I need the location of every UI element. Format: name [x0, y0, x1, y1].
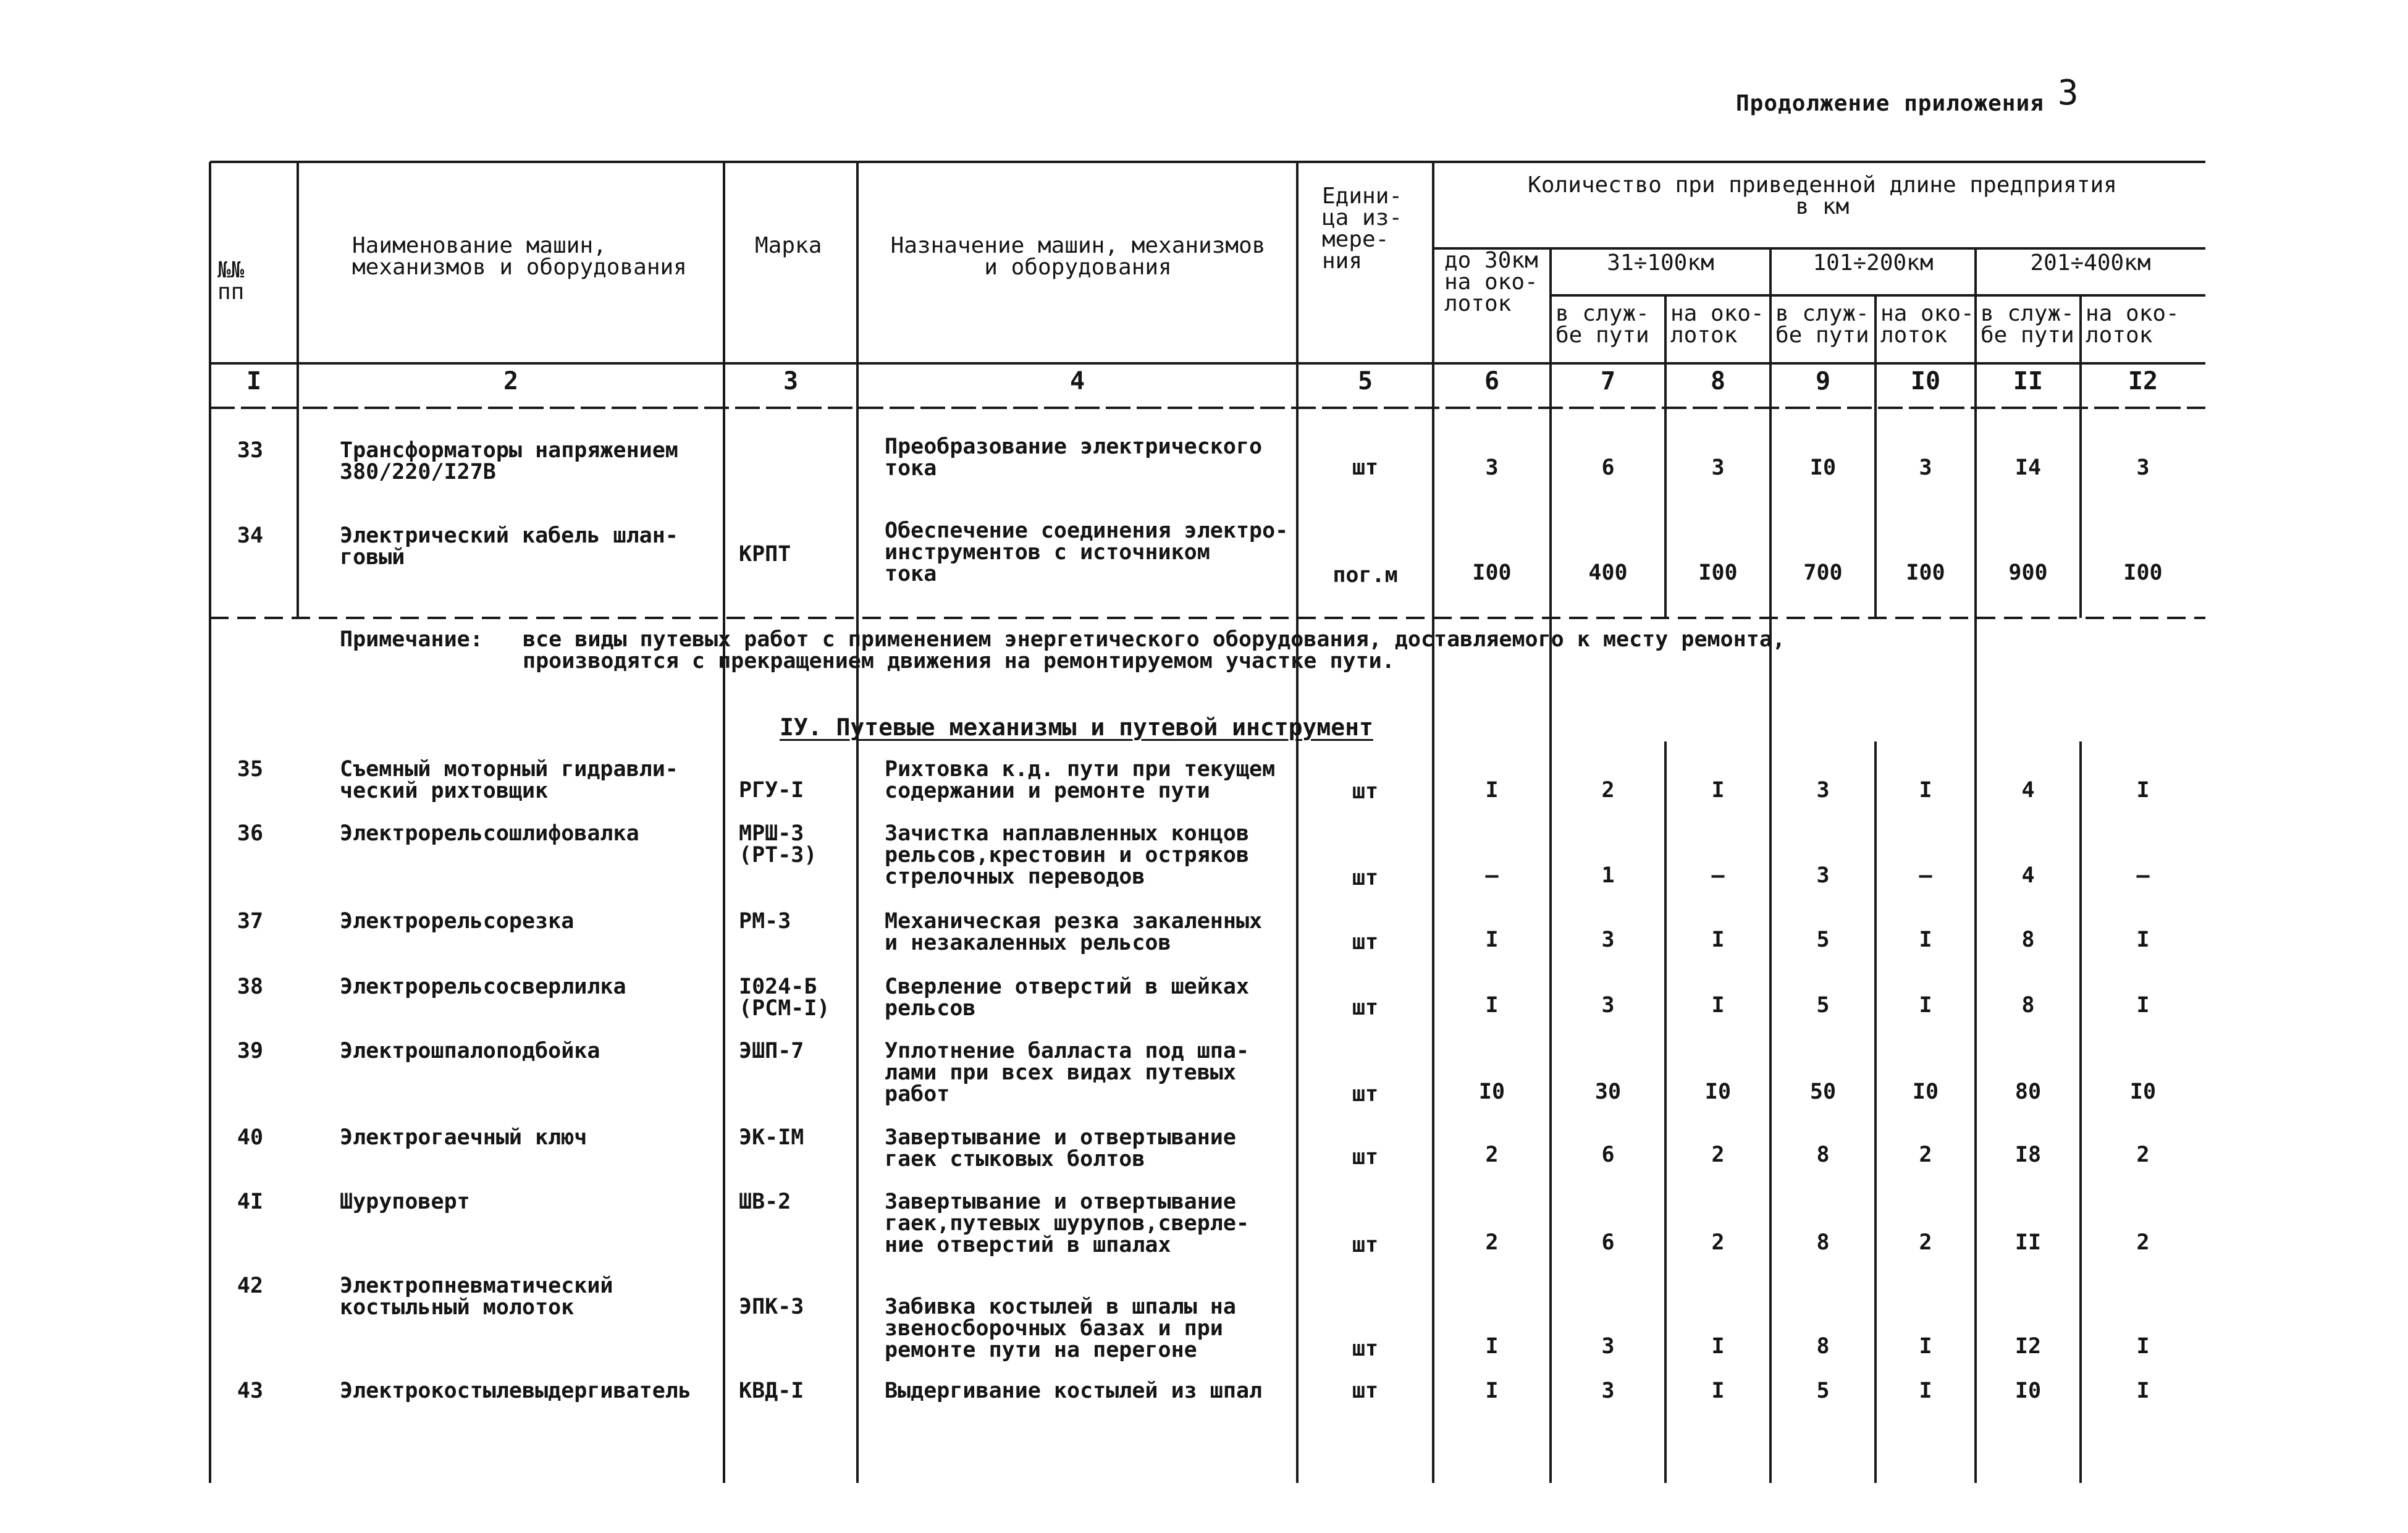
row-purpose: Забивка костылей в шпалы на звеносборочных базах и при ремонте пути на перегоне	[885, 1294, 1236, 1362]
column-number-11: II	[2013, 367, 2044, 395]
row-unit: шт	[1352, 1082, 1379, 1107]
row-value-30: I00	[1472, 560, 1512, 585]
row-value-400b: I	[2136, 993, 2150, 1018]
row-purpose: Рихтовка к.д. пути при текущем содержании и ремонте пути	[885, 757, 1276, 803]
row-purpose: Уплотнение балласта под шпа- лами при всех видах путевых работ	[885, 1039, 1250, 1107]
row-unit: шт	[1352, 995, 1379, 1020]
row-value-200b: I	[1919, 927, 1932, 952]
row-value-200b: 3	[1919, 455, 1932, 480]
row-value-30: I0	[1478, 1079, 1505, 1104]
row-mark: РГУ-I	[739, 778, 804, 803]
row-number: 33	[237, 438, 264, 463]
row-unit: шт	[1352, 779, 1379, 804]
row-value-100a: 1	[1601, 863, 1615, 888]
row-value-30: I	[1485, 1379, 1499, 1403]
column-number-8: 8	[1710, 367, 1726, 395]
row-value-200a: 3	[1816, 778, 1830, 803]
row-purpose: Преобразование электрического тока	[885, 434, 1263, 481]
row-value-400b: 2	[2136, 1142, 2150, 1167]
row-value-200a: 8	[1816, 1142, 1830, 1167]
row-unit: шт	[1352, 866, 1379, 890]
row-value-30: –	[1485, 863, 1499, 888]
row-value-400b: I	[2136, 778, 2150, 803]
row-value-200a: 5	[1816, 927, 1830, 952]
row-value-30: I	[1485, 778, 1499, 803]
row-value-400a: II	[2014, 1230, 2042, 1255]
row-value-400b: 3	[2136, 455, 2150, 480]
row-value-200b: I	[1919, 778, 1932, 803]
column-number-12: I2	[2128, 367, 2158, 395]
row-value-200a: 3	[1816, 863, 1830, 888]
row-mark: МРШ-3 (РТ-3)	[739, 821, 817, 868]
row-value-100a: 6	[1601, 1142, 1615, 1167]
header-sub-b-200: на око- лоток	[1880, 301, 1974, 348]
row-value-200a: 8	[1816, 1230, 1830, 1255]
header-group-100: 31÷100км	[1607, 250, 1714, 276]
row-name: Электрогаечный ключ	[340, 1125, 587, 1150]
row-purpose: Завертывание и отвертывание гаек,путевых шурупов,сверле- ние отверстий в шпалах	[885, 1189, 1250, 1257]
row-unit: шт	[1352, 1379, 1379, 1403]
row-value-400b: I	[2136, 1379, 2150, 1403]
row-value-400b: 2	[2136, 1230, 2150, 1255]
row-value-100b: I00	[1698, 560, 1738, 585]
row-value-100a: 3	[1601, 1379, 1615, 1403]
row-value-100a: 30	[1594, 1079, 1622, 1104]
row-value-200a: 5	[1816, 993, 1830, 1018]
page-number: 3	[2057, 73, 2079, 113]
row-unit: шт	[1352, 1337, 1379, 1361]
row-unit: пог.м	[1332, 563, 1398, 588]
column-number-4: 4	[1069, 367, 1085, 395]
header-sub-b-100: на око- лоток	[1670, 301, 1764, 348]
row-value-100b: 2	[1711, 1230, 1725, 1255]
row-purpose: Сверление отверстий в шейках рельсов	[885, 974, 1250, 1021]
row-number: 35	[237, 757, 264, 782]
column-number-1: I	[246, 367, 262, 395]
row-unit: шт	[1352, 1233, 1379, 1257]
row-name: Съемный моторный гидравли- ческий рихтовщик	[340, 757, 678, 803]
row-value-400a: I8	[2014, 1142, 2042, 1167]
row-name: Электрорельсорезка	[340, 909, 575, 934]
column-number-9: 9	[1815, 367, 1831, 395]
row-value-200b: I	[1919, 1379, 1932, 1403]
row-number: 42	[237, 1273, 264, 1298]
row-number: 40	[237, 1125, 264, 1150]
row-number: 38	[237, 974, 264, 999]
row-value-100b: –	[1711, 863, 1725, 888]
row-name: Трансформаторы напряжением 380/220/I27В	[340, 438, 678, 484]
row-value-200a: 50	[1809, 1079, 1837, 1104]
row-value-100b: 3	[1711, 455, 1725, 480]
column-number-10: I0	[1910, 367, 1941, 395]
row-value-400b: I00	[2123, 560, 2163, 585]
row-value-100a: 6	[1601, 455, 1615, 480]
header-sub-a-200: в служ- бе пути	[1775, 301, 1869, 348]
row-value-30: 2	[1485, 1142, 1499, 1167]
row-value-100a: 3	[1601, 993, 1615, 1018]
row-purpose: Обеспечение соединения электро- инструментов с источником тока	[885, 518, 1289, 586]
row-value-400a: I2	[2014, 1334, 2042, 1359]
section-title: IУ. Путевые механизмы и путевой инструмент	[780, 714, 1373, 741]
row-unit: шт	[1352, 1145, 1379, 1170]
row-purpose: Зачистка наплавленных концов рельсов,крестовин и остряков стрелочных переводов	[885, 821, 1250, 889]
row-mark: КВД-I	[739, 1379, 804, 1403]
row-mark: РМ-3	[739, 909, 791, 934]
header-name: Наименование машин, механизмов и оборудования	[352, 233, 687, 280]
row-number: 39	[237, 1039, 264, 1063]
row-mark: ЭПК-3	[739, 1294, 804, 1319]
row-value-100a: 6	[1601, 1230, 1615, 1255]
row-value-200a: 700	[1803, 560, 1843, 585]
header-purpose: Назначение машин, механизмов и оборудования	[890, 233, 1266, 280]
row-value-30: 3	[1485, 455, 1499, 480]
row-unit: шт	[1352, 930, 1379, 955]
row-value-30: I	[1485, 993, 1499, 1018]
row-number: 34	[237, 523, 264, 548]
note-text: все виды путевых работ с применением энергетического оборудования, доставляемого к месту ремонта, производятся с прекращением движения на ремонтируемом участке пути.	[523, 627, 1785, 674]
row-mark: I024-Б (РСМ-I)	[739, 974, 830, 1021]
row-number: 36	[237, 821, 264, 846]
column-number-5: 5	[1357, 367, 1373, 395]
row-value-200b: I	[1919, 1334, 1932, 1359]
row-value-200b: I	[1919, 993, 1932, 1018]
column-number-2: 2	[503, 367, 519, 395]
row-value-400b: I	[2136, 927, 2150, 952]
row-value-400b: I0	[2129, 1079, 2157, 1104]
header-sub-a-400: в служ- бе пути	[1981, 301, 2074, 348]
row-value-100b: I	[1711, 1334, 1725, 1359]
row-value-100a: 2	[1601, 778, 1615, 803]
header-quantity: Количество при приведенной длине предприятия в км	[1528, 172, 2117, 219]
row-value-200b: 2	[1919, 1142, 1932, 1167]
row-purpose: Механическая резка закаленных и незакаленных рельсов	[885, 909, 1263, 955]
row-value-100b: I	[1711, 993, 1725, 1018]
row-value-400a: 8	[2021, 993, 2035, 1018]
header-unit: Едини- ца из- мере- ния	[1322, 184, 1403, 274]
row-number: 37	[237, 909, 264, 934]
header-group-30: до 30км на око- лоток	[1444, 248, 1538, 316]
row-name: Электрический кабель шлан- говый	[340, 523, 678, 570]
row-purpose: Выдергивание костылей из шпал	[885, 1379, 1263, 1403]
row-value-200b: 2	[1919, 1230, 1932, 1255]
row-name: Шуруповерт	[340, 1189, 470, 1214]
row-value-100a: 3	[1601, 1334, 1615, 1359]
heading-text: Продолжение приложения	[1736, 91, 2044, 116]
row-name: Электрорельсошлифовалка	[340, 821, 639, 846]
row-name: Электрорельсосверлилка	[340, 974, 626, 999]
row-value-200b: I0	[1912, 1079, 1939, 1104]
row-value-400b: I	[2136, 1334, 2150, 1359]
row-value-200a: 8	[1816, 1334, 1830, 1359]
row-name: Электропневматический костыльный молоток	[340, 1273, 613, 1320]
row-mark: ШВ-2	[739, 1189, 791, 1214]
row-name: Электрошпалоподбойка	[340, 1039, 600, 1063]
row-value-200a: 5	[1816, 1379, 1830, 1403]
row-value-100a: 3	[1601, 927, 1615, 952]
row-value-400a: 80	[2014, 1079, 2042, 1104]
row-mark: КРПТ	[739, 542, 791, 567]
row-value-100b: I0	[1704, 1079, 1732, 1104]
column-number-3: 3	[783, 367, 799, 395]
row-value-30: I	[1485, 927, 1499, 952]
column-number-7: 7	[1600, 367, 1616, 395]
row-name: Электрокостылевыдергиватель	[340, 1379, 691, 1403]
row-mark: ЭШП-7	[739, 1039, 804, 1063]
row-value-400a: I0	[2014, 1379, 2042, 1403]
row-value-400a: 4	[2021, 863, 2035, 888]
row-value-400b: –	[2136, 863, 2150, 888]
header-mark: Марка	[755, 233, 822, 258]
row-value-30: I	[1485, 1334, 1499, 1359]
row-value-100a: 400	[1588, 560, 1628, 585]
row-value-200b: I00	[1906, 560, 1945, 585]
row-unit: шт	[1352, 455, 1379, 480]
row-value-400a: I4	[2014, 455, 2042, 480]
note-label: Примечание:	[340, 627, 483, 652]
row-value-400a: 4	[2021, 778, 2035, 803]
header-sub-a-100: в служ- бе пути	[1556, 301, 1649, 348]
column-number-6: 6	[1484, 367, 1500, 395]
row-purpose: Завертывание и отвертывание гаек стыковых болтов	[885, 1125, 1236, 1172]
row-number: 4I	[237, 1189, 264, 1214]
row-value-100b: I	[1711, 778, 1725, 803]
row-value-200b: –	[1919, 863, 1932, 888]
row-number: 43	[237, 1379, 264, 1403]
row-value-30: 2	[1485, 1230, 1499, 1255]
row-value-400a: 8	[2021, 927, 2035, 952]
row-value-100b: 2	[1711, 1142, 1725, 1167]
row-value-400a: 900	[2008, 560, 2048, 585]
row-mark: ЭК-IМ	[739, 1125, 804, 1150]
row-value-200a: I0	[1809, 455, 1837, 480]
header-sub-b-400: на око- лоток	[2086, 301, 2179, 348]
header-group-400: 201÷400км	[2030, 250, 2151, 276]
row-value-100b: I	[1711, 1379, 1725, 1403]
header-group-200: 101÷200км	[1812, 250, 1934, 276]
header-number: №№ пп	[217, 258, 245, 305]
row-value-100b: I	[1711, 927, 1725, 952]
